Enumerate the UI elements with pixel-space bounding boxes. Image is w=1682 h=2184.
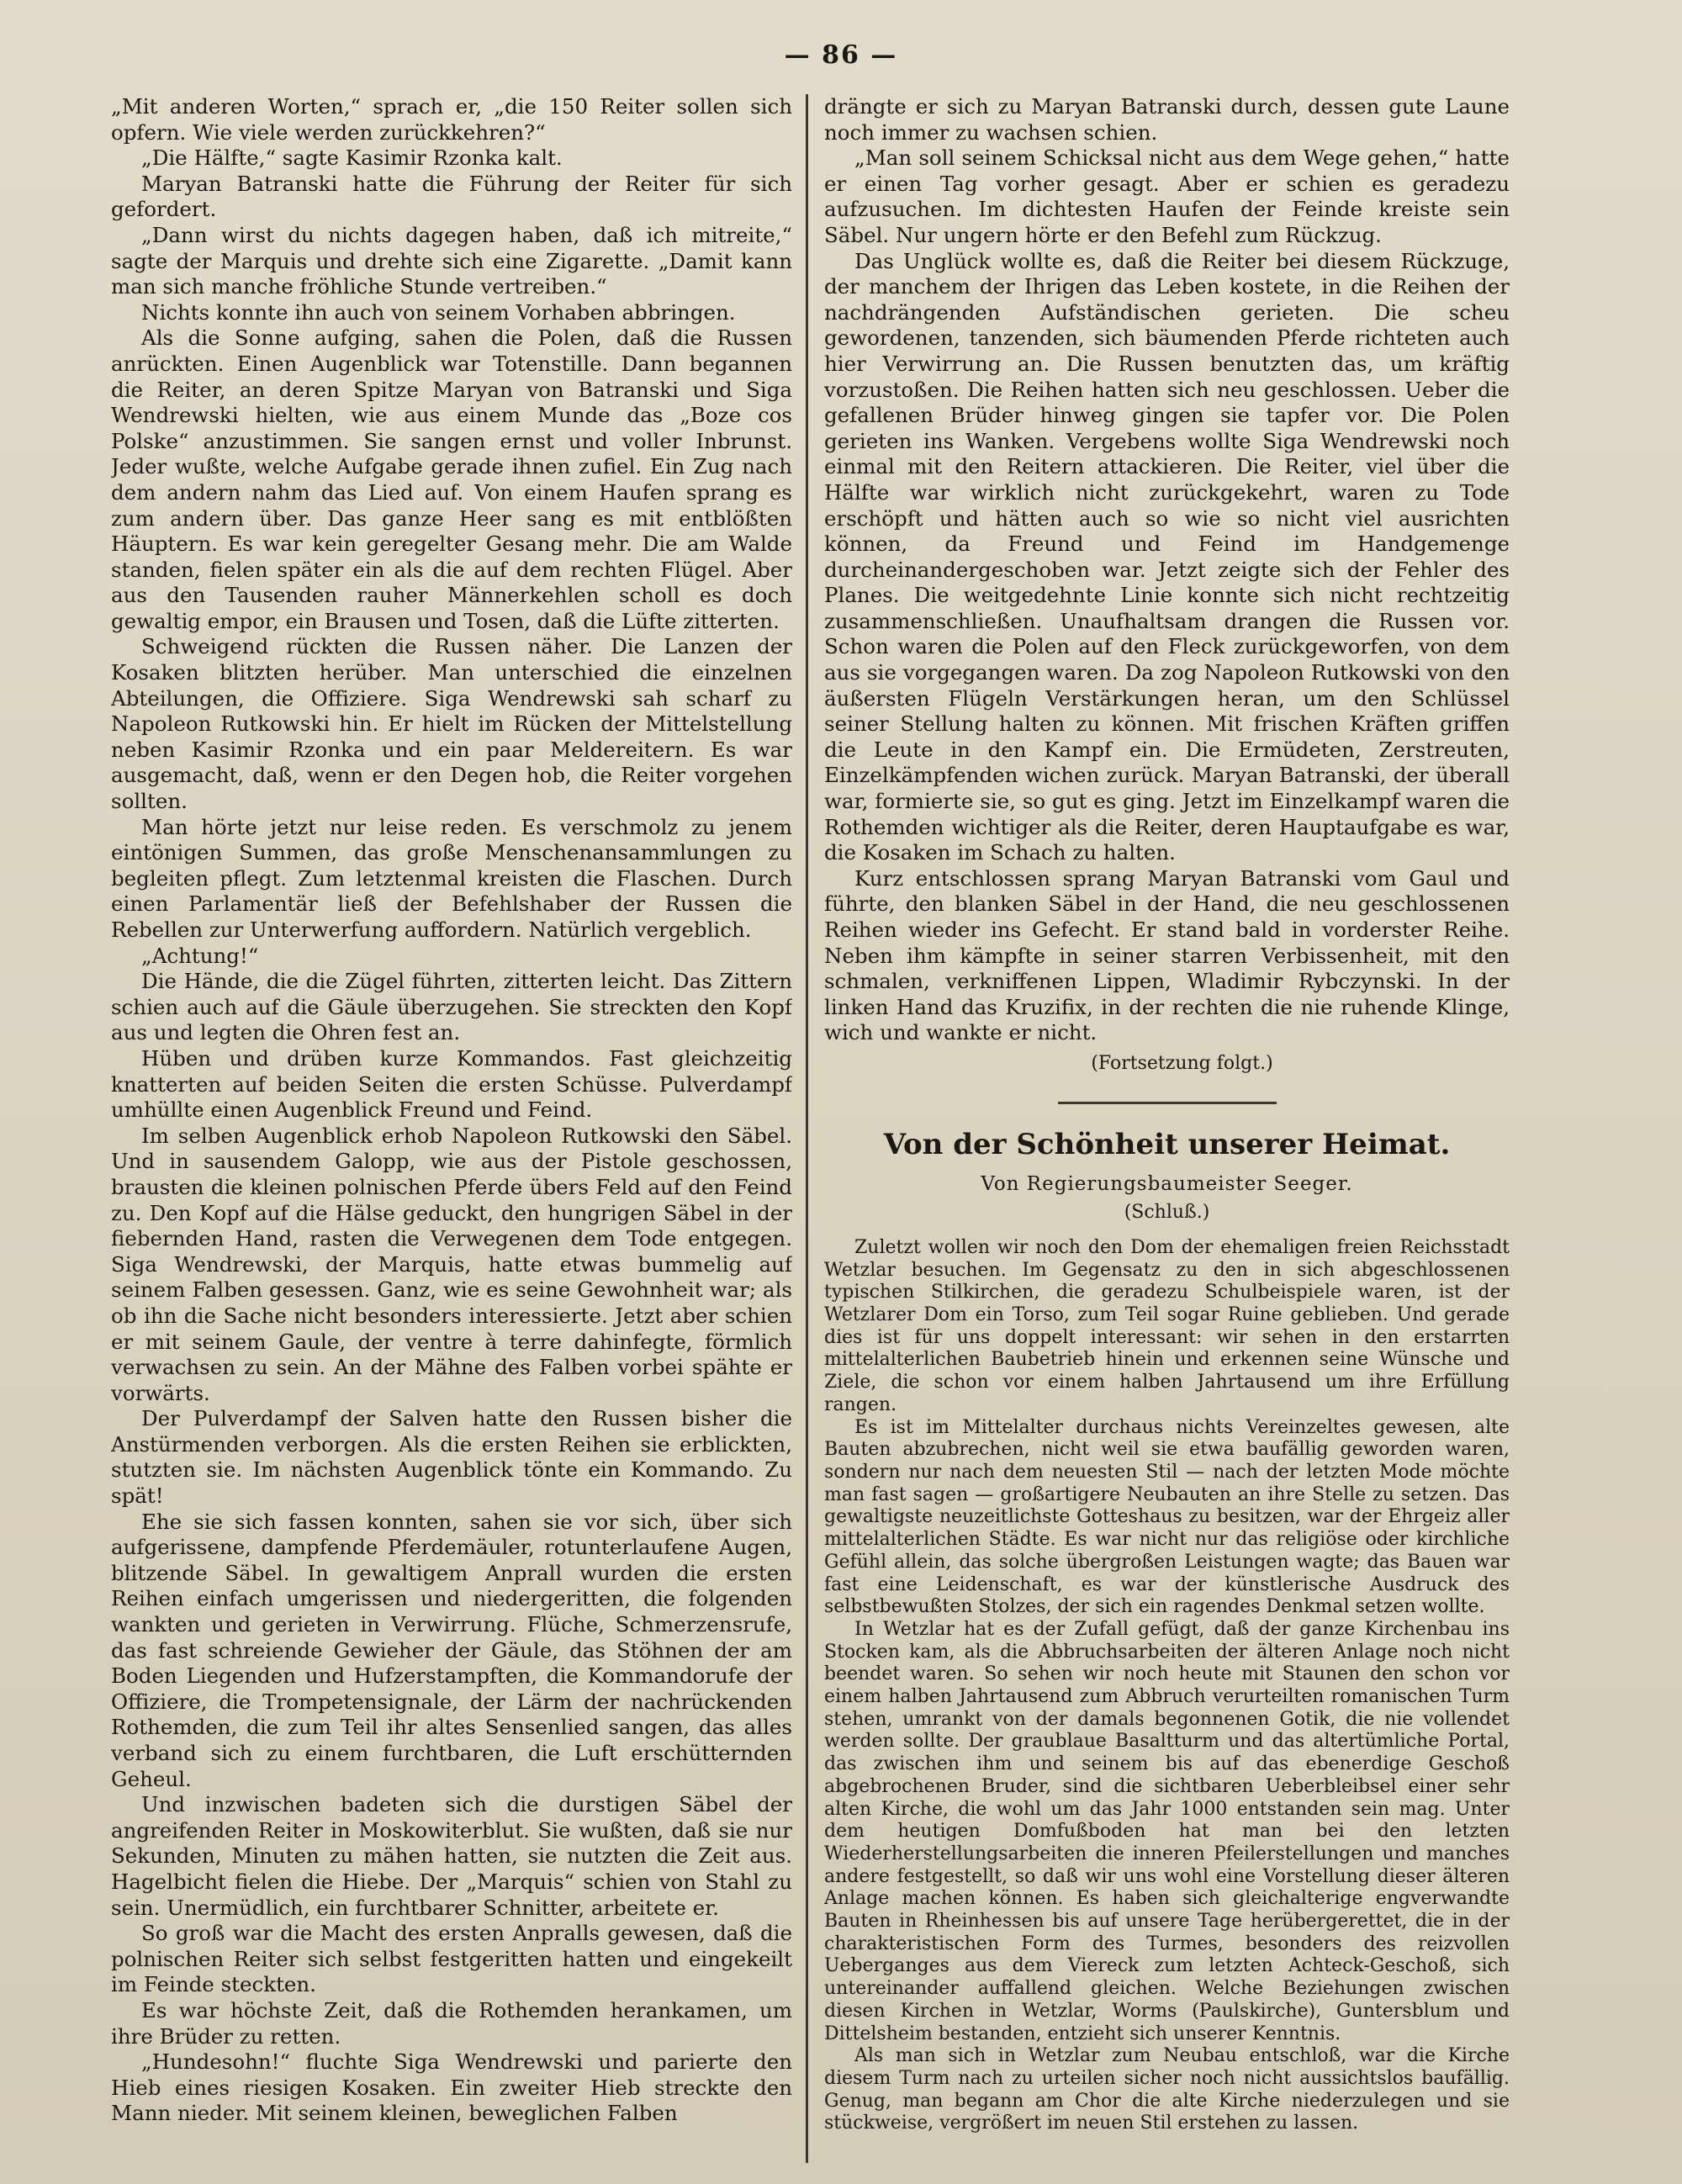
paragraph: „Die Hälfte,“ sagte Kasimir Rzonka kalt.: [141, 145, 563, 171]
paragraph: So groß war die Macht des ersten Anpralls gewesen, daß die polnischen Reiter sich selbst festgeritten hatten und eingekeilt im Feinde steckten.: [111, 1921, 792, 1997]
paragraph-continuation: drängte er sich zu Maryan Batranski durch, dessen gute Laune noch immer zu wachsen schien.: [824, 94, 1510, 145]
paragraph: Als die Sonne aufging, sahen die Polen, daß die Russen anrückten. Einen Augenblick war Totenstille. Dann begannen die Reiter, an deren Spitze Maryan von Batranski und Siga Wendrewski hielten, wie aus einem Munde das „Boze cos Polske“ anzustimmen. Sie sangen ernst und voller Inbrunst. Jeder wußte, welche Aufgabe gerade ihnen zufiel. Ein Zug nach dem andern nahm das Lied auf. Von einem Haufen sprang es zum andern über. Das ganze Heer sang es mit entblößten Häuptern. Es war kein geregelter Gesang mehr. Die am Walde standen, fielen später ein als die auf dem rechten Flügel. Aber aus den Tausenden rauher Männerkehlen scholl es doch gewaltig empor, ein Brausen und Tosen, daß die Lüfte zitterten.: [111, 325, 792, 633]
article-body: [824, 1237, 1510, 2135]
paragraph: Und inzwischen badeten sich die durstigen Säbel der angreifenden Reiter in Moskowiterblut. Sie wußten, daß sie nur Sekunden, Minuten zu mähen hatten, sie nutzten die Zeit aus. Hagelbicht fielen die Hiebe. Der „Marquis“ schien von Stahl zu sein. Unermüdlich, ein furchtbarer Schnitter, arbeitete er.: [111, 1792, 792, 1920]
paragraph: „Achtung!“: [141, 943, 259, 968]
paragraph: „Dann wirst du nichts dagegen haben, daß ich mitreite,“ sagte der Marquis und drehte sich eine Zigarette. „Damit kann man sich manche fröhliche Stunde vertreiben.“: [111, 222, 792, 299]
paragraph: „Hundesohn!“ fluchte Siga Wendrewski und parierte den Hieb eines riesigen Kosaken. Ein zweiter Hieb streckte den Mann nieder. Mit seinem kleinen, beweglichen Falben: [111, 2049, 792, 2126]
page-number: — 86 —: [784, 40, 898, 70]
paragraph: Hüben und drüben kurze Kommandos. Fast gleichzeitig knatterten auf beiden Seiten die ersten Schüsse. Pulverdampf umhüllte einen Augenblick Freund und Feind.: [111, 1045, 792, 1123]
paragraph: Maryan Batranski hatte die Führung der Reiter für sich gefordert.: [111, 171, 792, 222]
column-divider: [806, 94, 808, 2163]
left-column: [111, 94, 792, 2163]
paragraph: In Wetzlar hat es der Zufall gefügt, daß der ganze Kirchenbau ins Stocken kam, als die Abbruchsarbeiten der älteren Anlage noch nicht beendet waren. So sehen wir noch heute mit Staunen den schon vor einem halben Jahrtausend zum Abbruch verurteilten romanischen Turm stehen, umrankt von der damals begonnenen Gotik, die nie vollendet werden sollte. Der graublaue Basaltturm und das altertümliche Portal, das zwischen ihm und seinem bis auf das ebenerdige Geschoß abgebrochenen Bruder, sind die sichtbaren Ueberbleibsel einer sehr alten Kirche, die wohl um das Jahr 1000 entstanden sein mag. Unter dem heutigen Domfußboden hat man bei den letzten Wiederherstellungsarbeiten die inneren Pfeilerstellungen und manches andere festgestellt, so daß wir uns wohl eine Vorstellung dieser älteren Anlage machen können. Es haben sich gleichalterige engverwandte Bauten in Rheinhessen bis auf unsere Tage herübergerettet, die in der charakteristischen Form des Turmes, besonders des reizvollen Ueberganges aus dem Viereck zum letzten Achteck-Geschoß, sich untereinander auffallend gleichen. Welche Beziehungen zwischen diesen Kirchen in Wetzlar, Worms (Paulskirche), Guntersblum und Dittelsheim bestanden, entzieht sich unserer Kenntnis.: [824, 1618, 1510, 2044]
paragraph: Die Hände, die die Zügel führten, zitterten leicht. Das Zittern schien auch auf die Gäule überzugehen. Sie streckten den Kopf aus und legten die Ohren fest an.: [111, 969, 792, 1045]
paragraph: „Mit anderen Worten,“ sprach er, „die 150 Reiter sollen sich opfern. Wie viele werden zurückkehren?“: [111, 94, 792, 145]
paragraph: Als man sich in Wetzlar zum Neubau entschloß, war die Kirche diesem Turm nach zu urteilen sicher noch nicht aussichtslos baufällig. Genug, man begann am Chor die alte Kirche niederzulegen und sie stückweise, vergrößert im neuen Stil erstehen zu lassen.: [824, 2045, 1510, 2134]
paragraph: Nichts konnte ihn auch von seinem Vorhaben abbringen.: [141, 299, 736, 325]
article-byline: Von Regierungsbaumeister Seeger.: [981, 1172, 1353, 1195]
paragraph: Es ist im Mittelalter durchaus nichts Vereinzeltes gewesen, alte Bauten abzubrechen, nicht weil sie etwa baufällig geworden waren, sondern nur nach dem neuesten Stil — nach der letzten Mode möchte man fast sagen — großartigere Neubauten an ihre Stelle zu setzen. Das gewaltigste neuzeitlichste Gotteshaus zu besitzen, war der Ehrgeiz aller mittelalterlichen Städte. Es war nicht nur das religiöse oder kirchliche Gefühl allein, das solche übergroßen Leistungen wagte; das Bauen war fast eine Leidenschaft, es war der künstlerische Ausdruck des selbstbewußten Stolzes, der sich ein ragendes Denkmal setzen wollte.: [824, 1416, 1510, 1618]
paragraph: Man hörte jetzt nur leise reden. Es verschmolz zu jenem eintönigen Summen, das große Menschenansammlungen zu begleiten pflegt. Zum letztenmal kreisten die Flaschen. Durch einen Parlamentär ließ der Befehlshaber der Russen die Rebellen zur Unterwerfung auffordern. Natürlich vergeblich.: [111, 814, 792, 942]
paragraph: Der Pulverdampf der Salven hatte den Russen bisher die Anstürmenden verborgen. Als die ersten Reihen sie erblickten, stutzten sie. Im nächsten Augenblick tönte ein Kommando. Zu spät!: [111, 1406, 792, 1509]
section-separator: [1058, 1102, 1277, 1104]
paragraph: Ehe sie sich fassen konnten, sahen sie vor sich, über sich aufgerissene, dampfende Pferdemäuler, rotunterlaufene Augen, blitzende Säbel. In gewaltigem Anprall wurden die ersten Reihen einfach umgerissen und niedergeritten, die folgenden wankten und gerieten in Verwirrung. Flüche, Schmerzensrufe, das fast schreiende Gewieher der Gäule, das Stöhnen der am Boden Liegenden und Hufzerstampften, die Kommandorufe der Offiziere, die Trompetensignale, der Lärm der nachrückenden Rothemden, die zum Teil ihr altes Sensenlied sangen, das alles verband sich zu einem furchtbaren, die Luft erschütternden Geheul.: [111, 1509, 792, 1791]
paragraph: Es war höchste Zeit, daß die Rothemden herankamen, um ihre Brüder zu retten.: [111, 1997, 792, 2049]
paragraph: Zuletzt wollen wir noch den Dom der ehemaligen freien Reichsstadt Wetzlar besuchen. Im Gegensatz zu den in sich abgeschlossenen typischen Stilkirchen, die geradezu Schulbeispiele waren, ist der Wetzlarer Dom ein Torso, zum Teil sogar Ruine geblieben. Und gerade dies ist für uns doppelt interessant: wir sehen in den erstarrten mittelalterlichen Baubetrieb hinein und erkennen seine Wünsche und Ziele, die schon vor einem halben Jahrtausend um ihre Erfüllung rangen.: [824, 1236, 1510, 1415]
right-column: [824, 94, 1510, 2163]
paragraph: „Man soll seinem Schicksal nicht aus dem Wege gehen,“ hatte er einen Tag vorher gesagt. Aber er schien es geradezu aufzusuchen. Im dichtesten Haufen der Feinde kreiste sein Säbel. Nur ungern hörte er den Befehl zum Rückzug.: [824, 145, 1510, 247]
article-conclusion-note: (Schluß.): [1124, 1201, 1210, 1223]
paragraph: Das Unglück wollte es, daß die Reiter bei diesem Rückzuge, der manchem der Ihrigen das Leben kostete, in die Reihen der nachdrängenden Aufständischen gerieten. Die scheu gewordenen, tanzenden, sich bäumenden Pferde richteten auch hier Verwirrung an. Die Russen benutzten das, um kräftig vorzustoßen. Die Reihen hatten sich neu geschlossen. Ueber die gefallenen Brüder hinweg gingen sie tapfer vor. Die Polen gerieten ins Wanken. Vergebens wollte Siga Wendrewski noch einmal mit den Reitern attackieren. Die Reiter, viel über die Hälfte war wirklich nicht zurückgekehrt, waren zu Tode erschöpft und hätten auch so wie so nicht viel ausrichten können, da Freund und Feind im Handgemenge durcheinandergeschoben war. Jetzt zeigte sich der Fehler des Planes. Die weitgedehnte Linie konnte sich nicht rechtzeitig zusammenschließen. Unaufhaltsam drangen die Russen vor. Schon waren die Polen auf den Fleck zurückgeworfen, von dem aus sie vorgegangen waren. Da zog Napoleon Rutkowski von den äußersten Flügeln Verstärkungen heran, um den Schlüssel seiner Stellung halten zu können. Mit frischen Kräften griffen die Leute in den Kampf ein. Die Ermüdeten, Zerstreuten, Einzelkämpfenden wichen zurück. Maryan Batranski, der überall war, formierte sie, so gut es ging. Jetzt im Einzelkampf waren die Rothemden wichtiger als die Reiter, deren Hauptaufgabe es war, die Kosaken im Schach zu halten.: [824, 248, 1510, 865]
paragraph: Schweigend rückten die Russen näher. Die Lanzen der Kosaken blitzten herüber. Man unterschied die einzelnen Abteilungen, die Offiziere. Siga Wendrewski sah scharf zu Napoleon Rutkowski hin. Er hielt im Rücken der Mittelstellung neben Kasimir Rzonka und ein paar Meldereitern. Es war ausgemacht, daß, wenn er den Degen hob, die Reiter vorgehen sollten.: [111, 634, 792, 814]
continued-note: (Fortsetzung folgt.): [1091, 1052, 1273, 1074]
paragraph: Kurz entschlossen sprang Maryan Batranski vom Gaul und führte, den blanken Säbel in der Hand, die neu geschlossenen Reihen wieder ins Gefecht. Er stand bald in vorderster Reihe. Neben ihm kämpfte in seiner starren Verbissenheit, mit den schmalen, verkniffenen Lippen, Wladimir Rybczynski. In der linken Hand das Kruzifix, in der rechten die nie ruhende Klinge, wich und wankte er nicht.: [824, 865, 1510, 1045]
paragraph: Im selben Augenblick erhob Napoleon Rutkowski den Säbel. Und in sausendem Galopp, wie aus der Pistole geschossen, brausten die kleinen polnischen Pferde übers Feld auf den Feind zu. Den Kopf auf die Hälse geduckt, den hungrigen Säbel in der fiebernden Hand, rasten die Verwegenen dem Tode entgegen. Siga Wendrewski, der Marquis, hatte etwas bummelig auf seinem Falben gesessen. Ganz, wie es seine Gewohnheit war; als ob ihn die Sache nicht besonders interessierte. Jetzt aber schien er mit seinem Gaule, der ventre à terre dahinfegte, förmlich verwachsen zu sein. An der Mähne des Falben vorbei spähte er vorwärts.: [111, 1123, 792, 1405]
article-title: Von der Schönheit unserer Heimat.: [883, 1127, 1451, 1161]
